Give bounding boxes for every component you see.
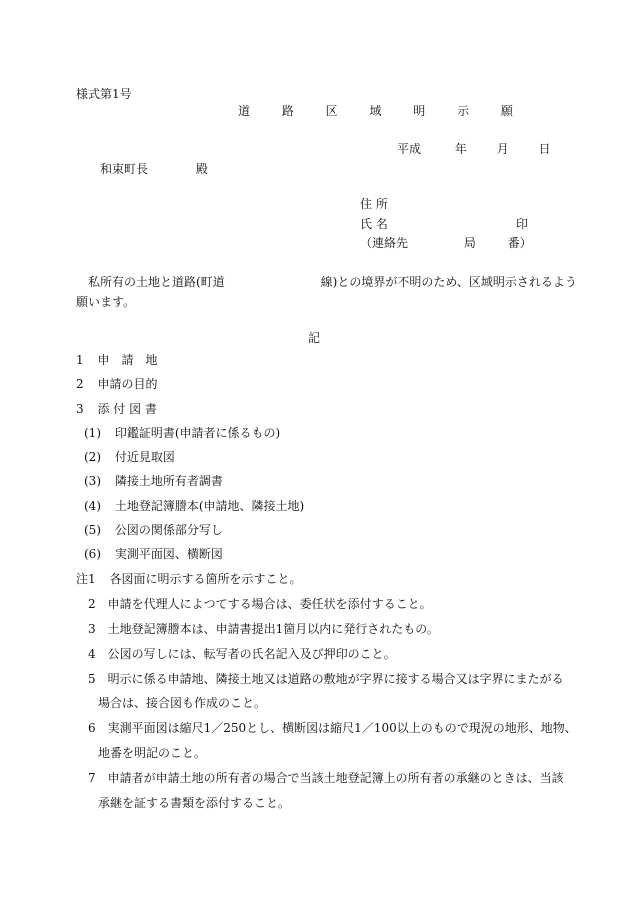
attachment-text: 印鑑証明書(申請者に係るもの) <box>114 426 281 440</box>
note-6-line2: 地番を明記のこと。 <box>98 746 207 760</box>
note-6-line1: 6 実測平面図は縮尺1／250とし、横断図は縮尺1／100以上のもので現況の地形、地物、 <box>88 721 577 735</box>
note-4: 4 公図の写しには、転写者の氏名記入及び押印のこと。 <box>88 647 396 661</box>
seal-mark: 印 <box>516 217 529 231</box>
item-text: 申請の目的 <box>97 377 158 391</box>
item-text: 申 請 地 <box>97 353 158 367</box>
contact-open: （連絡先 <box>360 236 409 250</box>
note-5-line2: 場合は、接合図も作成のこと。 <box>98 696 267 710</box>
attachment-item <box>84 451 175 463</box>
attachment-text: 付近見取図 <box>114 450 175 464</box>
date-line <box>397 143 551 155</box>
list-item <box>76 403 157 415</box>
item-text: 添 付 図 書 <box>97 402 157 416</box>
note-7-line1: 7 申請者が申請土地の所有者の場合で当該土地登記簿上の所有者の承継のときは、当該 <box>88 771 564 785</box>
attachment-text: 隣接土地所有者調書 <box>114 474 223 488</box>
date-month: 月 <box>496 142 509 156</box>
attachment-text: 実測平面図、横断図 <box>114 547 223 561</box>
note-label: 注1 <box>76 572 96 586</box>
document-title: 道 路 区 域 明 示 願 <box>238 104 527 118</box>
item-number: 1 <box>76 353 84 367</box>
attachment-item <box>84 500 304 512</box>
note-3: 3 土地登記簿謄本は、申請書提出1箇月以内に発行されたもの。 <box>88 622 439 636</box>
attachment-number: (2) <box>84 450 101 464</box>
attachment-number: (3) <box>84 474 101 488</box>
item-number: 2 <box>76 377 84 391</box>
ki-heading: 記 <box>308 331 321 345</box>
attachment-number: (4) <box>84 499 101 513</box>
date-year: 年 <box>454 142 467 156</box>
address-label: 住 所 <box>360 197 388 211</box>
addressee-name: 和束町長 <box>100 162 149 176</box>
attachment-number: (6) <box>84 547 101 561</box>
body-text-line2: 願います。 <box>76 295 136 309</box>
body-text-line1: 私所有の土地と道路(町道 線)との境界が不明のため、区域明示されるよう <box>88 275 577 289</box>
note-7-line2: 承継を証する書類を添付すること。 <box>98 796 291 810</box>
attachment-item <box>84 524 223 536</box>
item-number: 3 <box>76 402 84 416</box>
attachment-item <box>84 548 223 560</box>
attachment-text: 土地登記簿謄本(申請地、隣接土地) <box>114 499 305 513</box>
addressee-honorific: 殿 <box>195 162 208 176</box>
list-item <box>76 378 157 390</box>
contact-close: 番） <box>507 236 532 250</box>
attachment-text: 公図の関係部分写し <box>114 523 223 537</box>
date-era: 平成 <box>397 142 422 156</box>
attachment-number: (1) <box>84 426 101 440</box>
attachment-number: (5) <box>84 523 101 537</box>
attachment-item <box>84 475 223 487</box>
contact-line <box>360 237 532 249</box>
list-item <box>76 354 157 366</box>
attachment-item <box>84 427 280 439</box>
addressee <box>100 163 208 175</box>
note-text: 各図面に明示する箇所を示すこと。 <box>109 572 302 586</box>
name-label: 氏 名 <box>360 217 388 231</box>
date-day: 日 <box>538 142 551 156</box>
contact-exchange: 局 <box>463 236 476 250</box>
note-1 <box>76 573 301 585</box>
note-2: 2 申請を代理人によつてする場合は、委任状を添付すること。 <box>88 597 432 611</box>
form-number: 様式第1号 <box>76 87 132 101</box>
note-5-line1: 5 明示に係る申請地、隣接土地又は道路の敷地が字界に接する場合又は字界にまたがる <box>88 672 564 686</box>
